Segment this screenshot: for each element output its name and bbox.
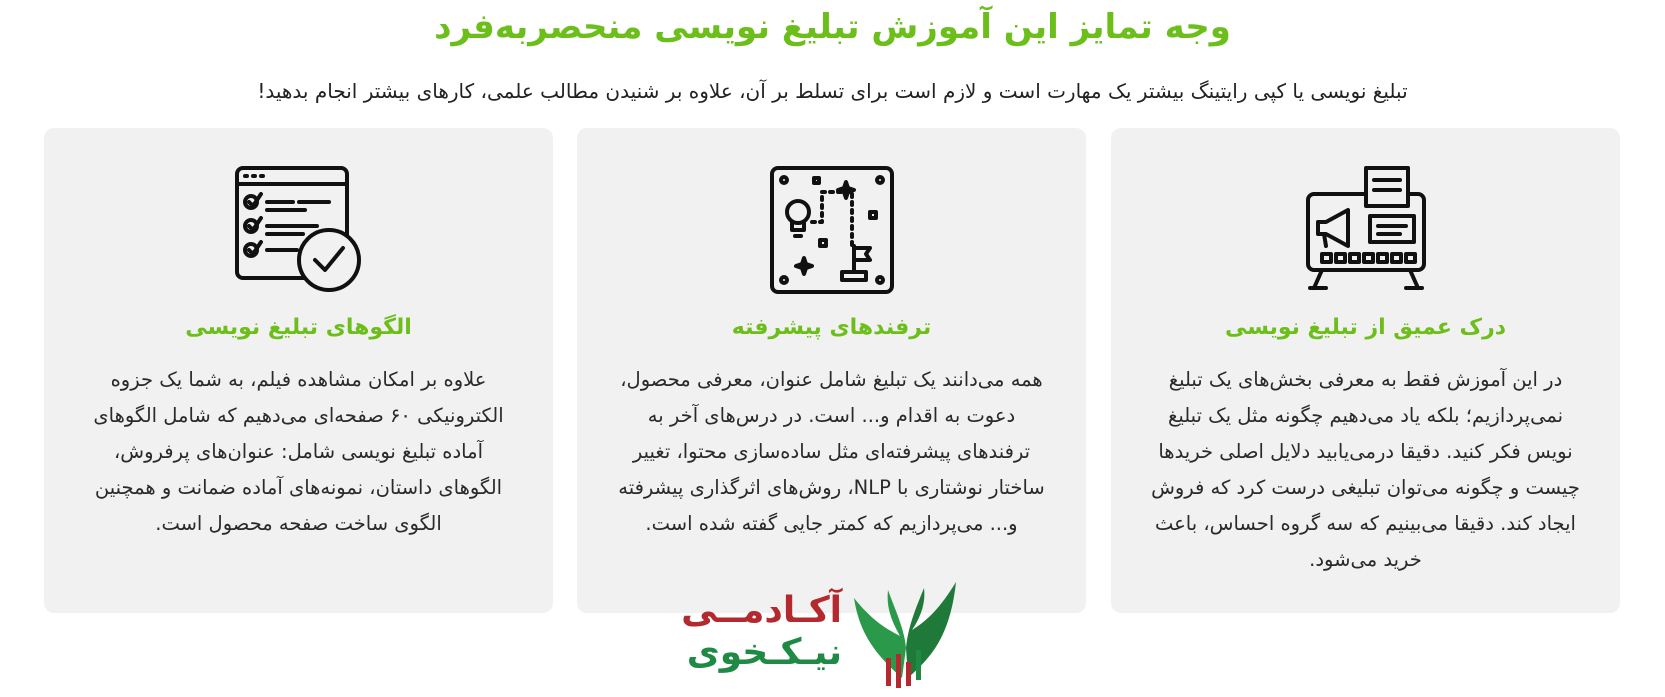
presentation-megaphone-icon <box>1300 164 1432 296</box>
card-title: الگوهای تبلیغ نویسی <box>185 315 412 340</box>
card-text: در این آموزش فقط به معرفی بخش‌های یک تبلیغ نمی‌پردازیم؛ بلکه یاد می‌دهیم چگونه مثل یک تبلیغ نویس فکر کنید. دقیقا درمی‌یابید دلایل اصلی خریدها چیست و چگونه می‌توان تبلیغی درست کرد که فروش ایجاد کند. دقیقا می‌بینیم که سه گروه احساس، باعث خرید می‌شود. <box>1151 368 1580 571</box>
logo-text-line-1: آکـادمــی <box>681 590 842 631</box>
page-subtitle: تبلیغ نویسی یا کپی رایتینگ بیشتر یک مهارت است و لازم است برای تسلط بر آن، علاوه بر شنیدن مطالب علمی، کارهای بیشتر انجام بدهید! <box>257 79 1408 103</box>
wings-logo-icon <box>840 578 970 693</box>
checklist-icon <box>233 164 365 296</box>
page-title: وجه تمایز این آموزش تبلیغ نویسی منحصربه‌فرد <box>434 7 1231 47</box>
card-text: علاوه بر امکان مشاهده فیلم، به شما یک جزوه الکترونیکی ۶۰ صفحه‌ای می‌دهیم که شامل الگوهای آماده تبلیغ نویسی شامل: عنوان‌های پرفروش، الگوهای داستان، نمونه‌های آماده ضمانت و همچنین الگوی ساخت صفحه محصول است. <box>93 368 504 535</box>
features-row <box>44 128 1620 613</box>
feature-card-advanced-tricks <box>577 128 1086 613</box>
strategy-board-icon <box>766 164 898 296</box>
feature-card-deep-understanding <box>1111 128 1620 613</box>
logo-text-line-2: نیـکـخوی <box>686 632 842 673</box>
card-text: همه می‌دانند یک تبلیغ شامل عنوان، معرفی محصول، دعوت به اقدام و... است. در درس‌های آخر به ترفندهای پیشرفته‌ای مثل ساده‌سازی محتوا، تغییر ساختار نوشتاری با NLP، روش‌های اثرگذاری پیشرفته و... می‌پردازیم که کمتر جایی گفته شده است. <box>618 368 1045 535</box>
academy-logo <box>681 578 970 693</box>
feature-card-copywriting-templates <box>44 128 553 613</box>
card-title: ترفندهای پیشرفته <box>731 315 932 340</box>
card-title: درک عمیق از تبلیغ نویسی <box>1224 315 1507 340</box>
